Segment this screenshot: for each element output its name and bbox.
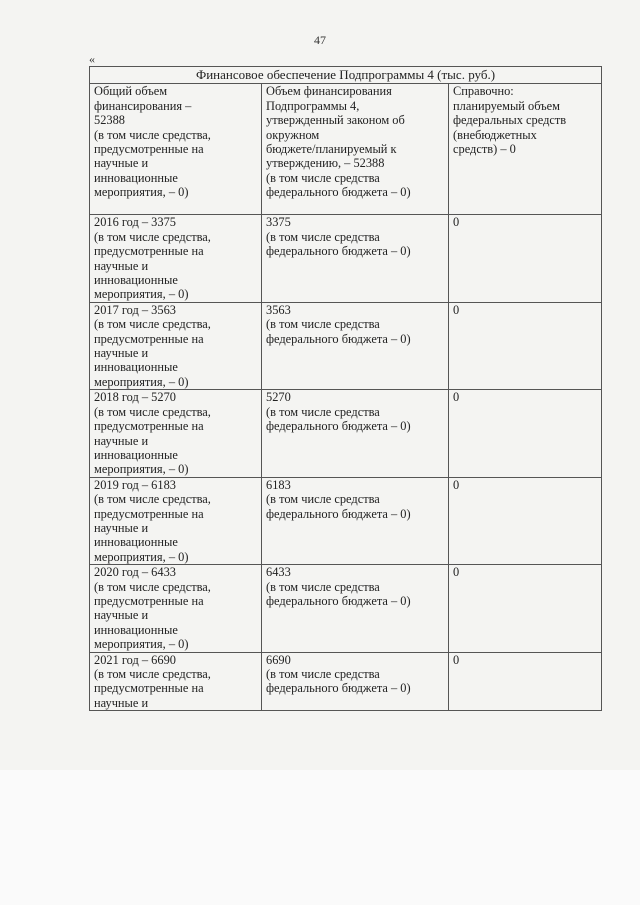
table-row: [90, 652, 602, 711]
cell-reference: 0: [449, 215, 602, 302]
opening-quote-mark: «: [89, 52, 95, 66]
cell-approved: 6183 (в том числе средства федерального бюджета – 0): [262, 477, 449, 564]
cell-reference: 0: [449, 302, 602, 389]
table-header-row: [90, 84, 602, 215]
table-caption: Финансовое обеспечение Подпрограммы 4 (тыс. руб.): [90, 67, 602, 84]
cell-approved: 5270 (в том числе средства федерального бюджета – 0): [262, 390, 449, 477]
cell-total: 2021 год – 6690 (в том числе средства, предусмотренные на научные и: [90, 652, 262, 711]
scan-margin: [0, 770, 640, 905]
cell-reference: 0: [449, 565, 602, 652]
header-approved-financing: Объем финансирования Подпрограммы 4, утвержденный законом об окружном бюджете/планируемый к утверждению, – 52388 (в том числе средства федерального бюджета – 0): [262, 84, 449, 215]
cell-total: 2019 год – 6183 (в том числе средства, предусмотренные на научные и инновационные мероприятия, – 0): [90, 477, 262, 564]
page-number: 47: [314, 33, 326, 47]
cell-approved: 6433 (в том числе средства федерального бюджета – 0): [262, 565, 449, 652]
cell-total: 2018 год – 5270 (в том числе средства, предусмотренные на научные и инновационные мероприятия, – 0): [90, 390, 262, 477]
table-row: [90, 302, 602, 389]
cell-reference: 0: [449, 652, 602, 711]
table-caption-row: [90, 67, 602, 84]
cell-reference: 0: [449, 477, 602, 564]
table-row: [90, 390, 602, 477]
table-row: [90, 565, 602, 652]
cell-approved: 3563 (в том числе средства федерального бюджета – 0): [262, 302, 449, 389]
cell-total: 2020 год – 6433 (в том числе средства, предусмотренные на научные и инновационные мероприятия, – 0): [90, 565, 262, 652]
table-row: [90, 477, 602, 564]
cell-total: 2016 год – 3375 (в том числе средства, предусмотренные на научные и инновационные мероприятия, – 0): [90, 215, 262, 302]
cell-reference: 0: [449, 390, 602, 477]
cell-approved: 3375 (в том числе средства федерального бюджета – 0): [262, 215, 449, 302]
cell-total: 2017 год – 3563 (в том числе средства, предусмотренные на научные и инновационные мероприятия, – 0): [90, 302, 262, 389]
table-row: [90, 215, 602, 302]
header-total-financing: Общий объем финансирования – 52388 (в том числе средства, предусмотренные на научные и инновационные мероприятия, – 0): [90, 84, 262, 215]
financing-table: [89, 66, 602, 711]
header-reference-federal: Справочно: планируемый объем федеральных средств (внебюджетных средств) – 0: [449, 84, 602, 215]
cell-approved: 6690 (в том числе средства федерального бюджета – 0): [262, 652, 449, 711]
